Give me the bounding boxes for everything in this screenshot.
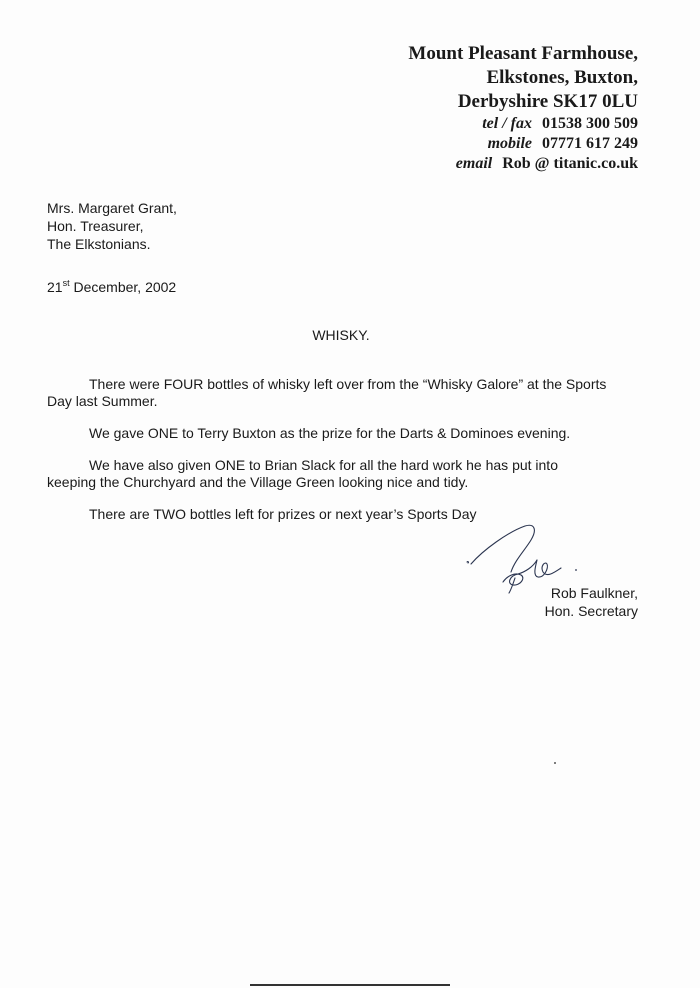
body-paragraph-3: We have also given ONE to Brian Slack for all the hard work he has put into keeping the Churchyard and the Village Green looking nice and tidy. xyxy=(47,457,558,490)
scan-bottom-edge xyxy=(250,984,450,986)
body-paragraph-1: There were FOUR bottles of whisky left over from the “Whisky Galore” at the Sports Day last Summer. xyxy=(47,376,607,409)
mobile-label: mobile xyxy=(487,135,532,152)
letterhead xyxy=(408,42,638,174)
addressee-block xyxy=(47,199,177,253)
letter-date xyxy=(47,279,176,295)
letterhead-tel xyxy=(408,114,638,134)
letter-body xyxy=(47,376,607,538)
addressee-line-1: Mrs. Margaret Grant, xyxy=(47,200,177,216)
addressee-line-2: Hon. Treasurer, xyxy=(47,218,144,234)
letter-subject xyxy=(0,327,700,343)
signoff-name: Rob Faulkner, xyxy=(550,585,638,601)
date-rest: December, 2002 xyxy=(69,279,177,295)
tel-label: tel / fax xyxy=(482,115,532,132)
letterhead-address-line-2: Elkstones, Buxton, xyxy=(486,67,638,88)
letterhead-address-line-3: Derbyshire SK17 0LU xyxy=(457,91,638,112)
letterhead-email xyxy=(408,154,638,174)
email-label: email xyxy=(455,155,493,172)
date-day: 21 xyxy=(47,279,63,295)
body-paragraph-4: There are TWO bottles left for prizes or next year’s Sports Day xyxy=(89,506,477,522)
signoff-block xyxy=(545,584,638,620)
mobile-value: 07771 617 249 xyxy=(542,135,638,152)
tel-value: 01538 300 509 xyxy=(542,115,638,132)
letterhead-address-line-1: Mount Pleasant Farmhouse, xyxy=(408,43,638,64)
addressee-line-3: The Elkstonians. xyxy=(47,236,151,252)
letterhead-mobile xyxy=(408,134,638,154)
scan-speck xyxy=(554,762,556,764)
email-value: Rob @ titanic.co.uk xyxy=(502,155,638,172)
subject-text: WHISKY. xyxy=(312,327,370,343)
date-suffix: st xyxy=(62,278,70,288)
body-paragraph-2: We gave ONE to Terry Buxton as the prize for the Darts & Dominoes evening. xyxy=(89,425,571,441)
signoff-title: Hon. Secretary xyxy=(544,603,638,619)
